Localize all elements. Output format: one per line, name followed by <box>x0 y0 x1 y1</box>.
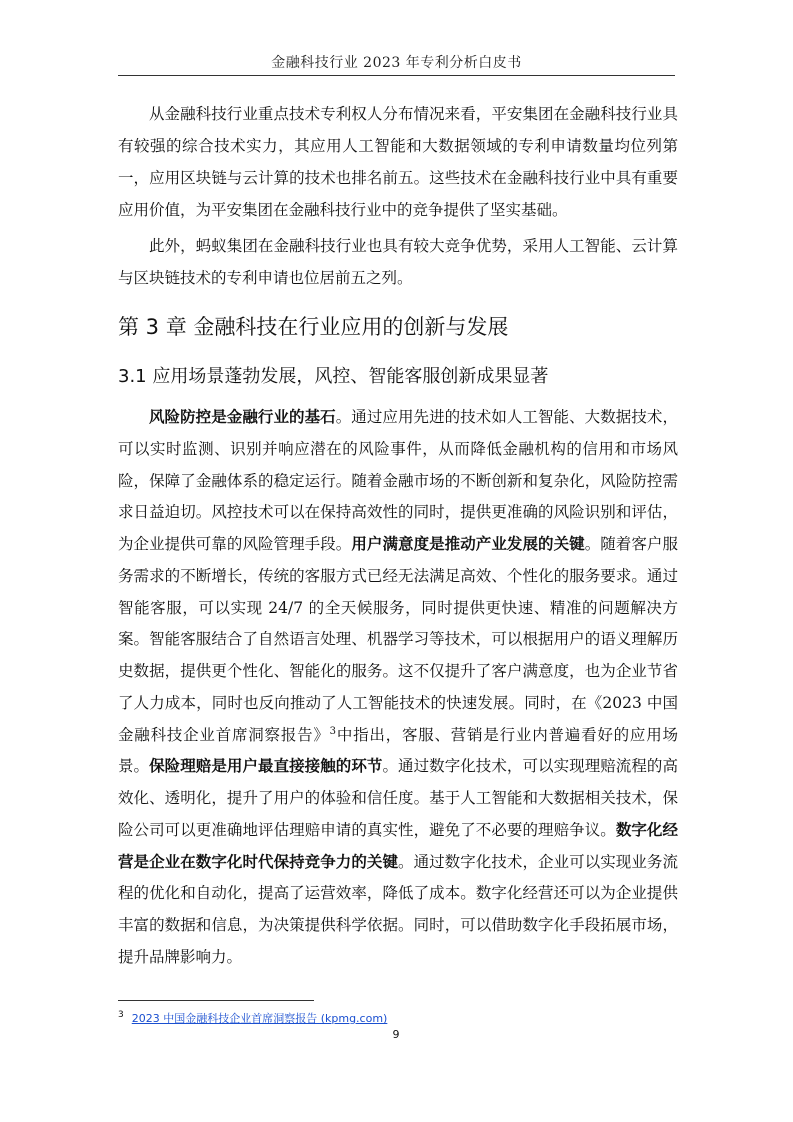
bold-risk-control: 风险防控是金融行业的基石 <box>149 408 336 426</box>
paragraph-application-scenarios <box>118 402 678 974</box>
page-number: 9 <box>392 1028 400 1041</box>
running-header: 金融科技行业 2023 年专利分析白皮书 <box>271 55 522 71</box>
text-insurance-claims: 。通过数字化技术，可以实现理赔流程的高效化、透明化，提升了用户的体验和信任度。基于人工智能和大数据相关技术，保险公司可以更准确地评估理赔申请的真实性，避免了不必要的理赔争议。 <box>118 757 678 839</box>
text-scenarios: 中指出，客服、营销是行业内普遍看好的应用场景。 <box>118 725 678 776</box>
footnote <box>118 1010 387 1026</box>
text-risk-control: 。通过应用先进的技术如人工智能、大数据技术，可以实时监测、识别并响应潜在的风险事件，从而降低金融机构的信用和市场风险，保障了金融体系的稳定运行。随着金融市场的不断创新和复杂化，风险防控需求日益迫切。风控技术可以在保持高效性的同时，提供更准确的风险识别和评估，为企业提供可靠的风险管理手段。 <box>118 408 678 553</box>
chapter-title: 第 3 章 金融科技在行业应用的创新与发展 <box>118 315 509 339</box>
text-digital-operations: 。通过数字化技术，企业可以实现业务流程的优化和自动化，提高了运营效率，降低了成本。数字化经营还可以为企业提供丰富的数据和信息，为决策提供科学依据。同时，可以借助数字化手段拓展市场，提升品牌影响力。 <box>118 852 678 966</box>
bold-user-satisfaction: 用户满意度是推动产业发展的关键 <box>351 535 585 553</box>
footnote-link[interactable]: 2023 中国金融科技企业首席洞察报告 (kpmg.com) <box>131 1012 388 1025</box>
section-title: 3.1 应用场景蓬勃发展，风控、智能客服创新成果显著 <box>118 366 549 387</box>
footnote-divider <box>118 1000 314 1001</box>
paragraph-patent-holders: 从金融科技行业重点技术专利权人分布情况来看，平安集团在金融科技行业具有较强的综合技术实力，其应用人工智能和大数据领域的专利申请数量均位列第一，应用区块链与云计算的技术也排名前五。这些技术在金融科技行业中具有重要应用价值，为平安集团在金融科技行业中的竞争提供了坚实基础。 <box>118 105 678 219</box>
footnote-number: 3 <box>118 1010 124 1021</box>
paragraph-ant-group: 此外，蚂蚁集团在金融科技行业也具有较大竞争优势，采用人工智能、云计算与区块链技术的专利申请也位居前五之列。 <box>118 237 678 287</box>
bold-digital-operations: 数字化经营是企业在数字化时代保持竞争力的关键 <box>118 820 678 871</box>
footnote-reference[interactable]: 3 <box>329 725 337 737</box>
bold-insurance-claims: 保险理赔是用户最直接接触的环节 <box>149 757 383 776</box>
header-divider <box>118 75 675 76</box>
text-smart-service: 。随着客户服务需求的不断增长，传统的客服方式已经无法满足高效、个性化的服务要求。通过智能客服，可以实现 24/7 的全天候服务，同时提供更快速、精准的问题解决方案。智能客服结合了自然语言处理、机器学习等技术，可以根据用户的语义理解历史数据，提供更个性化、智能化的服务。这不仅提升了客户满意度，也为企业节省了人力成本，同时也反向推动了人工智能技术的快速发展。同时，在《2023 中国金融科技企业首席洞察报告》 <box>118 535 678 744</box>
